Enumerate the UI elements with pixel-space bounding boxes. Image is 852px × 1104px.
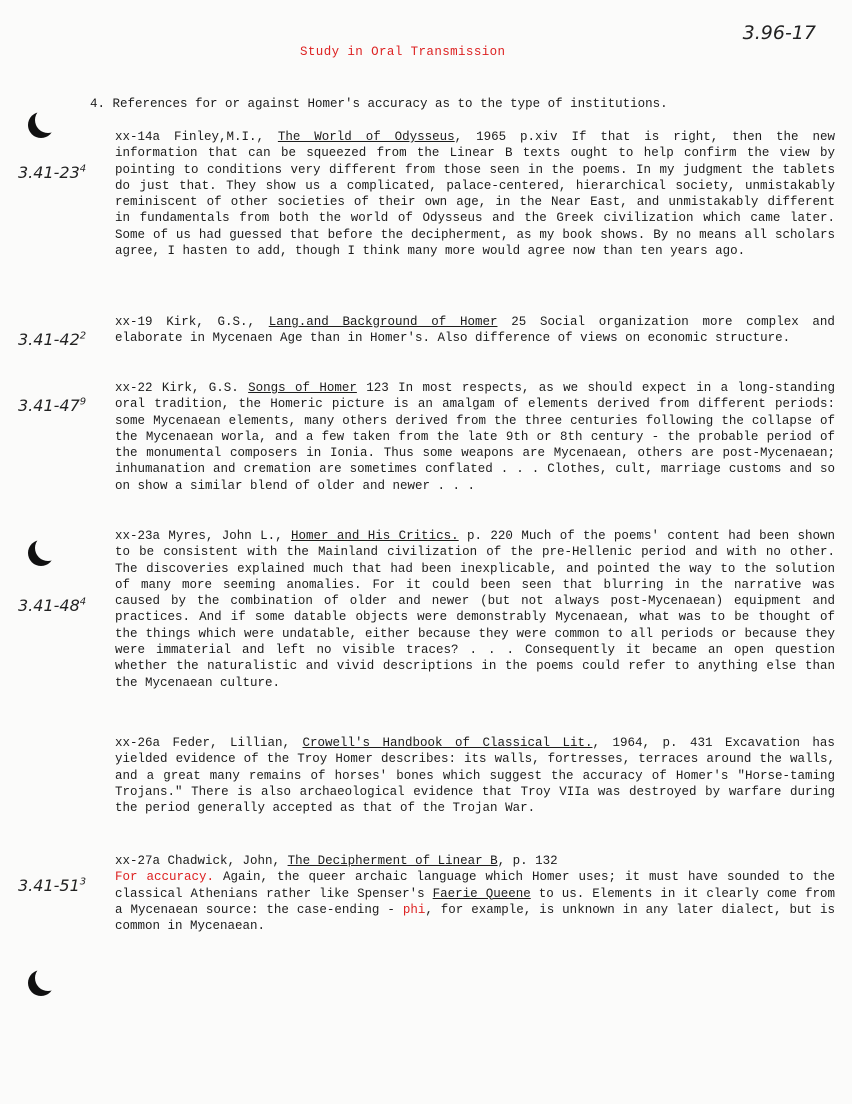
punch-hole-top [28,112,54,138]
punch-hole-bottom [28,970,54,996]
reference-body: Social organization more complex and elaborate in Mycenaen Age than in Homer's. Also difference of views on economic structure. [115,315,835,346]
reference-id: xx-19 [115,315,153,329]
reference-cited-work: Faerie Queene [432,886,531,901]
reference-highlight: phi [402,902,426,917]
reference-author: Chadwick, John, [167,854,281,868]
reference-detail: 123 [366,381,389,395]
margin-note: $3.41-23^4$ [18,163,87,182]
reference-work: Songs of Homer [248,381,357,395]
reference-author: Myres, John L., [168,529,283,543]
reference-entry [115,853,835,934]
reference-author: Feder, Lillian, [172,736,291,750]
margin-note: $3.41-47^9$ [18,396,87,415]
reference-body: If that is right, then the new information that can be squeezed from the Linear B texts ought to help confirm the view by pointing to conditions very different from those seen in the poems. In my judgment the tablets do just that. They show us a complicated, palace-centered, hierarchical society, unmistakably reminiscent of other societies of their own age, in the Near East, and unmistakably different in fundamentals from both the world of Odysseus and the Greek civilization which came later. Some of us had guessed that before the decipherment, as my book shows. By no means all scholars agree, I hasten to add, though I think many more would agree now than ten years ago. [115,130,835,259]
reference-id: xx-22 [115,381,153,395]
reference-annotation: For accuracy. [115,870,215,885]
reference-author: Kirk, G.S. [161,381,239,395]
reference-author: Finley,M.I., [173,130,264,144]
reference-detail: 25 [511,315,527,329]
reference-id: xx-26a [115,736,161,750]
reference-entry [115,314,835,347]
margin-note: $3.41-42^2$ [18,330,87,349]
reference-body-end: , for example, is unknown in any later dialect, but is common in Mycenaean. [115,902,835,934]
reference-detail: , 1965 p.xiv [454,130,558,144]
reference-body: Again, the queer archaic language which Homer uses; it must have sounded to the classical Athenians rather like Spenser's [115,870,835,901]
reference-id: xx-27a [115,854,161,868]
reference-detail: p. 220 [467,529,513,543]
reference-entry [115,129,835,259]
reference-id: xx-14a [115,130,161,144]
reference-body: In most respects, as we should expect in a long-standing oral tradition, the Homeric picture is an amalgam of elements derived from different periods: some Mycenaean elements, many others derived from the three centuries following the collapse of the Mycenaean worla, and a few taken from the late 9th or 8th century - the probable period of the monumental composers in Ionia. Thus some weapons are Mycenaean, others are post-Mycenaean; inhumanation and cremation are sometimes conflated . . . Clothes, cult, marriage customs and so on show a similar blend of older and newer . . . [115,381,835,493]
reference-author: Kirk, G.S., [166,315,255,329]
page-number: 3.96-17 [742,22,816,44]
reference-entry [115,528,835,691]
reference-id: xx-23a [115,529,161,543]
reference-work: Lang.and Background of Homer [268,315,498,329]
reference-work: Homer and His Critics. [291,529,459,543]
document-title: Study in Oral Transmission [300,45,506,59]
reference-work: The Decipherment of Linear B [287,854,498,868]
reference-entry [115,735,835,816]
section-heading: 4. References for or against Homer's accuracy as to the type of institutions. [90,97,668,111]
reference-detail: , 1964, p. 431 [592,736,713,750]
reference-body: Much of the poems' content had been shown to be consistent with the Mainland civilization of the pre-Hellenic period and with no other. The discoveries explained much that had been inexplicable, and pointed the way to the solution of many more seeming anomalies. For it could been seen that blurring in the narrative was caused by the combination of older and newer (but not always post-Mycenaean) equipment and practices. And if some datable objects were demonstrably Mycenaean, what was to be thought of the things which were undatable, either because they were common to all periods or because they were immaterial and left no visible traces? . . . Consequently it became an open question whether the naturalistic and vivid descriptions in the poems could refer to anything else than the Mycenaean culture. [115,529,835,690]
reference-body: Excavation has yielded evidence of the Troy Homer describes: its walls, fortresses, terraces around the walls, and a great many remains of horses' bones which suggest the accuracy of Homer's "Horse-taming Trojans." There is also archaeological evidence that Troy VIIa was destroyed by warfare during the period generally accepted as that of the Trojan War. [115,736,835,816]
reference-detail: , p. 132 [497,854,558,868]
margin-note: $3.41-51^3$ [18,876,87,895]
reference-work: Crowell's Handbook of Classical Lit. [302,736,593,750]
reference-entry [115,380,835,494]
reference-body-cont: to us. Elements in it clearly come from a Mycenaean source: the case-ending - [115,886,835,917]
punch-hole-middle [28,540,54,566]
margin-note: $3.41-48^4$ [18,596,87,615]
reference-work: The World of Odysseus [277,130,455,144]
